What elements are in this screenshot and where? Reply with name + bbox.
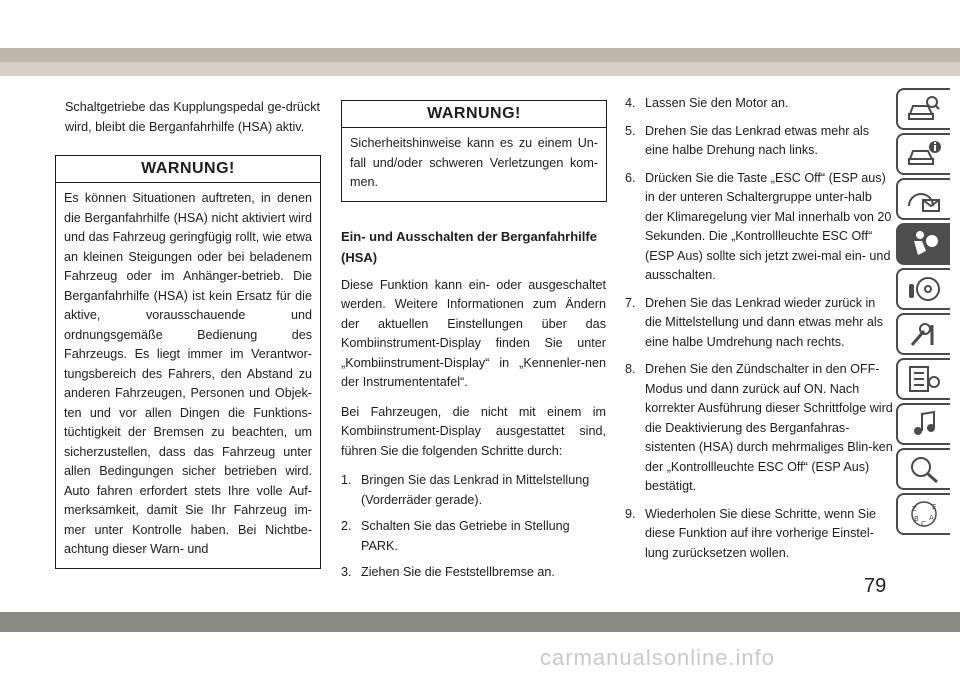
step-text: Drücken Sie die Taste „ESC Off“ (ESP aus) in der unteren Schaltergruppe unter-halb der Klimaregelung vier Mal innerhalb von 20 Sekunden. Die „Kontrollleuchte ESC Off“ (ESP Aus) sollte sich jetzt zwei-mal ein- und ausschalten. — [645, 170, 892, 282]
wrench-car-icon — [906, 319, 942, 349]
svg-text:C: C — [921, 520, 926, 528]
steps-list — [341, 471, 606, 583]
step-text: Drehen Sie das Lenkrad wieder zurück in die Mittelstellung und dann etwas mehr als eine halbe Umdrehung nach rechts. — [645, 295, 884, 349]
tab-getting-to-know-vehicle[interactable] — [896, 88, 950, 130]
svg-text:Z: Z — [912, 505, 917, 513]
step-number: 9. — [625, 506, 636, 521]
svg-text:E: E — [932, 503, 937, 511]
tab-customer-assistance[interactable] — [896, 448, 950, 490]
tab-instrument-panel[interactable] — [896, 133, 950, 175]
list-item — [625, 169, 893, 286]
watermark: carmanualsonline.info — [540, 645, 776, 670]
step-number: 2. — [341, 519, 352, 533]
step-text: Drehen Sie den Zündschalter in den OFF-Modus und dann zurück auf ON. Nach korrekter Ausführung dieser Schrittfolge wird die Deaktivierung des Berganfahras-sistenten (HSA) durch mehrmaliges Blin-ken der „Kontrollleuchte ESC Off“ (ESP Aus) bestätigt. — [645, 362, 893, 493]
tab-warning-messages[interactable] — [896, 178, 950, 220]
lead-paragraph: Schaltgetriebe das Kupplungspedal ge-drückt wird, bleibt die Berganfahrhilfe (HSA) aktiv. — [65, 100, 320, 134]
step-number: 5. — [625, 123, 636, 138]
list-item — [625, 294, 893, 353]
page-number: 79 — [864, 575, 887, 597]
tab-servicing-maintenance[interactable] — [896, 313, 950, 355]
list-item — [625, 94, 893, 114]
step-number: 8. — [625, 362, 636, 376]
step-number: 7. — [625, 295, 636, 310]
step-number: 6. — [625, 170, 636, 185]
tab-technical-specifications[interactable] — [896, 358, 950, 400]
warning-box — [55, 155, 321, 569]
section-heading: Ein- und Ausschalten der Berganfahrhilfe (HSA) — [341, 228, 597, 265]
step-text: Drehen Sie das Lenkrad etwas mehr als eine halbe Drehung nach links. — [645, 123, 870, 157]
steering-key-icon — [906, 274, 942, 304]
svg-text:A: A — [929, 514, 934, 522]
list-item — [341, 517, 606, 556]
left-column — [55, 98, 320, 569]
svg-text:B: B — [914, 515, 919, 523]
list-item — [341, 471, 606, 510]
tab-index[interactable] — [896, 493, 950, 535]
car-search-icon — [906, 94, 942, 124]
dashboard-message-icon — [906, 184, 942, 214]
step-text: Schalten Sie das Getriebe in Stellung PARK. — [361, 519, 570, 553]
warning-title: WARNUNG! — [342, 101, 606, 128]
multimedia-music-icon — [906, 409, 942, 439]
footer-band — [0, 612, 960, 632]
step-number: 1. — [341, 473, 352, 487]
list-item — [341, 563, 606, 583]
car-info-icon — [906, 139, 942, 169]
warning-text: Sicherheitshinweise kann es zu einem Un-fall und/oder schweren Verletzungen kom-men. — [350, 136, 598, 189]
steps-list — [625, 94, 893, 563]
step-text: Bringen Sie das Lenkrad in Mittelstellung (Vorderräder gerade). — [361, 473, 590, 507]
step-text: Lassen Sie den Motor an. — [645, 96, 789, 110]
warning-title: WARNUNG! — [56, 156, 320, 183]
list-item — [625, 122, 893, 161]
step-text: Wiederholen Sie diese Schritte, wenn Sie diese Funktion auf ihre vorherige Einstel-lung zurücksetzen wollen. — [645, 506, 877, 560]
specifications-list-icon — [906, 364, 942, 394]
tab-multimedia[interactable] — [896, 403, 950, 445]
paragraph: Bei Fahrzeugen, die nicht mit einem im Kombiinstrument-Display ausgestattet sind, führen Sie die folgenden Schritte durch: — [341, 404, 606, 458]
header-band-light — [0, 62, 960, 76]
alphabet-index-icon — [906, 499, 942, 529]
magnifier-index-icon — [906, 454, 942, 484]
paragraph: Diese Funktion kann ein- oder ausgeschaltet werden. Weitere Informationen zum Ändern der aktuellen Einstellungen über das Kombiinstrument-Display finden Sie unter „Kombiinstrument-Display“ in „Kennenler-nen der Instrumententafel“. — [341, 277, 606, 389]
chapter-tabs — [896, 88, 954, 538]
header-band — [0, 48, 960, 62]
warning-text: Es können Situationen auftreten, in denen die Berganfahrhilfe (HSA) nicht aktiviert wird und das Fahrzeug geringfügig rollt, wie etwa an kleinen Steigungen oder bei beladenem Fahrzeug oder im Anhänger-betrieb. Die Berganfahrhilfe (HSA) ist kein Ersatz für die aktive, vorausschauende und ordnungsgemäße Bedienung des Fahrzeugs. Es liegt immer im Verantwor-tungsbereich des Fahrers, den Abstand zu anderen Fahrzeugen, Personen und Objek-ten und vor allen Dingen die Funktions-tüchtigkeit der Bremsen zu beachten, um sicherzustellen, dass das Fahrzeug unter allen Bedingungen sicher betrieben wird. Auto fahren erfordert stets Ihre volle Auf-merksamkeit, damit Sie Ihr Fahrzeug im-mer unter Kontrolle haben. Bei Nichtbe-achtung dieser Warn- und — [64, 191, 312, 556]
warning-box-continued — [341, 100, 607, 202]
tab-safety[interactable] — [896, 223, 950, 265]
step-number: 3. — [341, 565, 352, 579]
step-number: 4. — [625, 96, 636, 110]
right-column — [625, 94, 893, 571]
list-item — [625, 360, 893, 497]
list-item — [625, 505, 893, 564]
step-text: Ziehen Sie die Feststellbremse an. — [361, 565, 555, 579]
airbag-seat-icon — [906, 229, 942, 259]
tab-starting-operating[interactable] — [896, 268, 950, 310]
middle-column — [341, 100, 606, 590]
